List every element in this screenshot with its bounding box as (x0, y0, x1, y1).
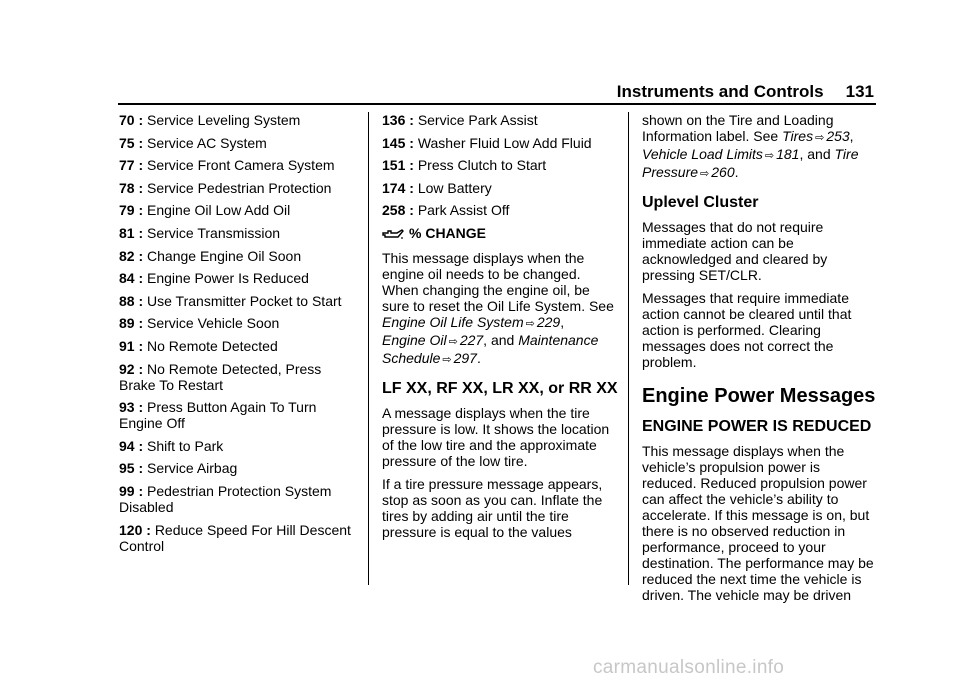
page-ref-icon: ⇨ (764, 150, 775, 162)
message-item (119, 202, 355, 218)
message-code: 258 : (382, 202, 414, 219)
message-text: Press Clutch to Start (417, 157, 547, 174)
message-text: Service Transmission (147, 224, 281, 241)
message-code: 77 : (119, 157, 144, 174)
message-code: 84 : (119, 270, 144, 287)
message-text: Engine Oil Low Add Oil (147, 202, 291, 219)
message-code: 99 : (119, 482, 144, 499)
message-code: 88 : (119, 292, 144, 309)
column-3 (642, 112, 878, 610)
running-header (617, 82, 874, 102)
ref-page-229[interactable]: 229 (536, 313, 561, 330)
message-text: Shift to Park (147, 437, 224, 454)
uplevel-cluster-heading: Uplevel Cluster (642, 194, 759, 211)
message-text: No Remote Detected (147, 337, 278, 354)
column-divider-1 (368, 112, 369, 585)
message-code: 81 : (119, 224, 144, 241)
message-code: 89 : (119, 315, 144, 332)
message-code: 79 : (119, 202, 144, 219)
ref-page-181[interactable]: 181 (776, 146, 800, 162)
message-item (382, 135, 618, 151)
message-item (119, 399, 355, 431)
tire-pressure-heading: LF XX, RF XX, LR XX, or RR XX (382, 379, 618, 397)
message-text: Service Leveling System (147, 112, 301, 128)
message-item (119, 293, 355, 309)
message-item (382, 202, 618, 218)
ref-oil-life-system[interactable]: Engine Oil Life System (382, 313, 524, 330)
column-1 (119, 112, 355, 560)
message-item (119, 157, 355, 173)
message-text: Washer Fluid Low Add Fluid (417, 134, 592, 151)
ref-page-253[interactable]: 253 (826, 128, 850, 144)
column-divider-2 (628, 112, 629, 585)
page-ref-icon: ⇨ (700, 168, 710, 180)
tire-paragraph-2: If a tire pressure message appears, stop as soon as you can. Inflate the tires by adding air until the tire pressure is equal to the values (382, 475, 603, 540)
ref-page-260[interactable]: 260 (711, 164, 735, 180)
message-code: 136 : (382, 112, 414, 128)
message-item (119, 522, 355, 554)
message-text: Service Pedestrian Protection (147, 179, 332, 196)
message-code: 78 : (119, 179, 144, 196)
page-number: 131 (845, 82, 874, 101)
section-title: Instruments and Controls (616, 82, 824, 101)
message-code: 95 : (119, 460, 144, 477)
ref-tire-pressure[interactable]: Tire Pressure (642, 146, 859, 180)
page-ref-icon: ⇨ (815, 132, 825, 144)
message-item (119, 112, 355, 128)
oil-can-icon (382, 228, 404, 240)
engine-power-paragraph: This message displays when the vehicle’s propulsion power is reduced. Reduced propulsion power can affect the vehicle’s ability to accelerate. If this message is on, but there is no observed reduction in performance, proceed to your destination. The performance may be reduced the next time the vehicle is driven. The vehicle may be driven (642, 443, 874, 603)
oil-change-heading: % CHANGE (382, 225, 618, 241)
page-ref-icon: ⇨ (525, 317, 535, 330)
message-code: 94 : (119, 437, 144, 454)
message-text: Service Park Assist (417, 112, 538, 128)
message-code: 75 : (119, 134, 144, 151)
message-text: Engine Power Is Reduced (147, 270, 309, 287)
message-text: Service AC System (147, 134, 267, 151)
message-text: Use Transmitter Pocket to Start (147, 292, 342, 309)
uplevel-paragraph-2: Messages that require immediate action cannot be cleared until that action is performed. Clearing messages does not correct the problem. (642, 290, 852, 370)
column-2 (382, 112, 618, 547)
message-text: Service Vehicle Soon (147, 315, 280, 332)
tire-paragraph-1: A message displays when the tire pressure is low. It shows the location of the low tire and the approximate pressure of the low tire. (382, 404, 610, 469)
message-item (119, 438, 355, 454)
ref-maintenance-schedule[interactable]: Maintenance Schedule (382, 331, 599, 366)
uplevel-paragraph-1: Messages that do not require immediate action can be acknowledged and cleared by pressing SET/CLR. (642, 219, 828, 283)
message-text: Service Airbag (147, 460, 238, 477)
message-text: Press Button Again To Turn Engine Off (119, 399, 317, 432)
ref-page-297[interactable]: 297 (453, 349, 477, 366)
message-item (119, 225, 355, 241)
message-text: Service Front Camera System (147, 157, 335, 174)
oil-change-paragraph: This message displays when the engine oil needs to be changed. When changing the engine oil, be sure to reset the Oil Life System. See Engine Oil Life System ⇨ 229, Engine Oil ⇨ 227, and Maintenance Schedule ⇨ 297. (382, 249, 614, 366)
message-code: 145 : (382, 134, 414, 151)
message-code: 92 : (119, 360, 144, 377)
message-item (119, 361, 355, 393)
message-code: 91 : (119, 337, 144, 354)
message-code: 70 : (119, 112, 144, 128)
message-item (119, 338, 355, 354)
message-code: 93 : (119, 399, 144, 416)
message-item (119, 315, 355, 331)
message-code: 174 : (382, 179, 414, 196)
ref-page-227[interactable]: 227 (459, 331, 484, 348)
message-item (382, 180, 618, 196)
page-ref-icon: ⇨ (448, 335, 458, 348)
header-rule (118, 103, 876, 105)
message-text: Low Battery (417, 179, 492, 196)
message-code: 82 : (119, 247, 144, 264)
message-item (119, 248, 355, 264)
engine-power-reduced-heading: ENGINE POWER IS REDUCED (642, 418, 872, 435)
message-text: Pedestrian Protection System Disabled (119, 482, 332, 515)
message-code: 120 : (119, 521, 151, 538)
tire-paragraph-continued: shown on the Tire and Loading Information label. See Tires ⇨ 253, Vehicle Load Limits ⇨ 181, and Tire Pressure ⇨ 260. (642, 112, 859, 180)
message-text: Park Assist Off (417, 202, 510, 219)
message-text: Change Engine Oil Soon (147, 247, 302, 264)
ref-engine-oil[interactable]: Engine Oil (382, 331, 447, 348)
message-item (119, 460, 355, 476)
message-item (382, 157, 618, 173)
watermark-text: carmanualsonline.info (593, 657, 785, 678)
message-code: 151 : (382, 157, 414, 174)
ref-tires[interactable]: Tires (782, 128, 814, 144)
ref-vehicle-load-limits[interactable]: Vehicle Load Limits (642, 146, 763, 162)
message-text: Reduce Speed For Hill Descent Control (119, 521, 351, 554)
message-item (119, 483, 355, 515)
engine-power-heading: Engine Power Messages (642, 385, 876, 407)
message-item (119, 135, 355, 151)
page-ref-icon: ⇨ (442, 353, 452, 366)
message-item (119, 180, 355, 196)
message-item (119, 270, 355, 286)
message-item (382, 112, 618, 128)
message-text: No Remote Detected, Press Brake To Restart (119, 360, 322, 393)
